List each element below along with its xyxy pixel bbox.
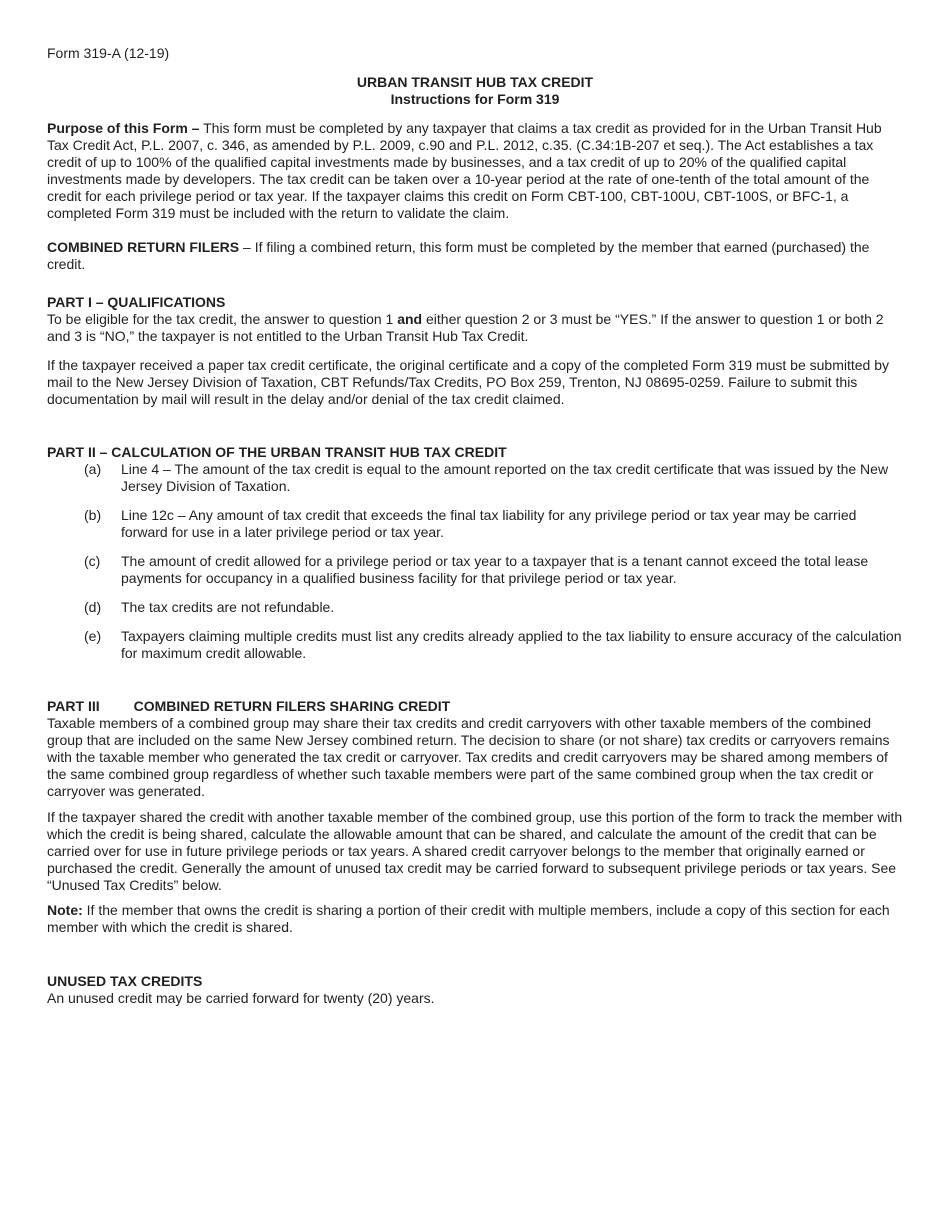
combined-text: – If filing a combined return, this form must be completed by the member that earned (purchased) the credit. [47,239,870,272]
part1-section [47,294,905,345]
part1-heading: PART I – QUALIFICATIONS [47,294,226,310]
part1-p1-and: and [397,311,423,327]
part2-item [84,461,906,495]
part2-item [84,628,906,662]
part1-p1 [47,311,884,344]
item-text: The tax credits are not refundable. [121,599,335,615]
part2-item [84,599,906,616]
note-label: Note: [47,902,83,918]
page-subtitle: Instructions for Form 319 [390,90,560,107]
unused-text: An unused credit may be carried forward for twenty (20) years. [47,990,435,1006]
combined-label: COMBINED RETURN FILERS [47,239,240,255]
unused-heading: UNUSED TAX CREDITS [47,973,203,989]
part3-p1: Taxable members of a combined group may share their tax credits and credit carryovers with other taxable members of the combined group that are included on the same New Jersey combined return. The decision to share (or not share) tax credits or carryovers remains with the taxable member who generated the tax credit or carryover. Tax credits and credit carryovers may be shared among members of the same combined group regardless of whether such taxable members were part of the same combined group when the tax credit or carryover was generated. [47,715,890,799]
purpose-text: This form must be completed by any taxpayer that claims a tax credit as provided for in the Urban Transit Hub Tax Credit Act, P.L. 2007, c. 346, as amended by P.L. 2009, c.90 and P.L. 2012, c.35. (C.34:1B-207 et seq.). The Act establishes a tax credit of up to 100% of the qualified capital investments made by businesses, and a tax credit of up to 20% of the qualified capital investments made by developers. The tax credit can be taken over a 10-year period at the rate of one-tenth of the total amount of the credit for each privilege period or tax year. If the taxpayer claims this credit on Form CBT-100, CBT-100U, CBT-100S, or BFC-1, a completed Form 319 must be included with the return to validate the claim. [47,120,882,221]
part2-heading-text: PART II – CALCULATION OF THE URBAN TRANSIT HUB TAX CREDIT [47,444,507,460]
item-text: Taxpayers claiming multiple credits must list any credits already applied to the tax liability to ensure accuracy of the calculation for maximum credit allowable. [121,628,902,661]
part3-note [47,902,905,936]
part1-p1-text-a: To be eligible for the tax credit, the answer to question 1 [47,311,398,327]
item-label: (c) [84,553,101,569]
part2-item [84,553,906,587]
note-text: If the member that owns the credit is sharing a portion of their credit with multiple members, include a copy of this section for each member with which the credit is shared. [47,902,890,935]
page-title: URBAN TRANSIT HUB TAX CREDIT [356,74,594,90]
item-label: (b) [84,507,102,523]
item-label: (d) [84,599,102,615]
part3-p2: If the taxpayer shared the credit with another taxable member of the combined group, use this portion of the form to track the member with which the credit is being shared, calculate the allowable amount that can be shared, and calculate the amount of the credit that can be carried over for use in future privilege periods or tax years. A shared credit carryover belongs to the member that originally earned or purchased the credit. Generally the amount of unused tax credit may be carried forward to subsequent privilege periods or tax years. See “Unused Tax Credits” below. [47,809,903,893]
item-label: (e) [84,628,102,644]
title-block [0,74,950,107]
part2-item [84,507,906,541]
part2-heading [47,444,905,461]
part1-p2: If the taxpayer received a paper tax credit certificate, the original certificate and a copy of the completed Form 319 must be submitted by mail to the New Jersey Division of Taxation, CBT Refunds/Tax Credits, PO Box 259, Trenton, NJ 08695-0259. Failure to submit this documentation by mail will result in the delay and/or denial of the tax credit claimed. [47,357,889,407]
purpose-label: Purpose of this Form – [47,120,200,136]
form-id: Form 319-A (12-19) [47,45,170,61]
item-text: Line 4 – The amount of the tax credit is equal to the amount reported on the tax credit certificate that was issued by the New Jersey Division of Taxation. [121,461,889,494]
part3-heading-title: COMBINED RETURN FILERS SHARING CREDIT [133,698,451,714]
unused-credits-section [47,973,905,1007]
part1-p1-text-c: either question 2 or 3 must be “YES.” If the answer to question 1 or both 2 and 3 is “NO,” the taxpayer is not entitled to the Urban Transit Hub Tax Credit. [47,311,884,344]
item-text: The amount of credit allowed for a privilege period or tax year to a taxpayer that is a tenant cannot exceed the total lease payments for occupancy in a qualified business facility for that privilege period or tax year. [121,553,869,586]
part3-heading-part: PART III [47,698,100,714]
purpose-paragraph [47,120,905,222]
part3-heading [47,698,905,715]
item-text: Line 12c – Any amount of tax credit that exceeds the final tax liability for any privilege period or tax year may be carried forward for use in a later privilege period or tax year. [121,507,857,540]
item-label: (a) [84,461,102,477]
combined-filers-paragraph [47,239,905,273]
part3-section [47,698,905,800]
